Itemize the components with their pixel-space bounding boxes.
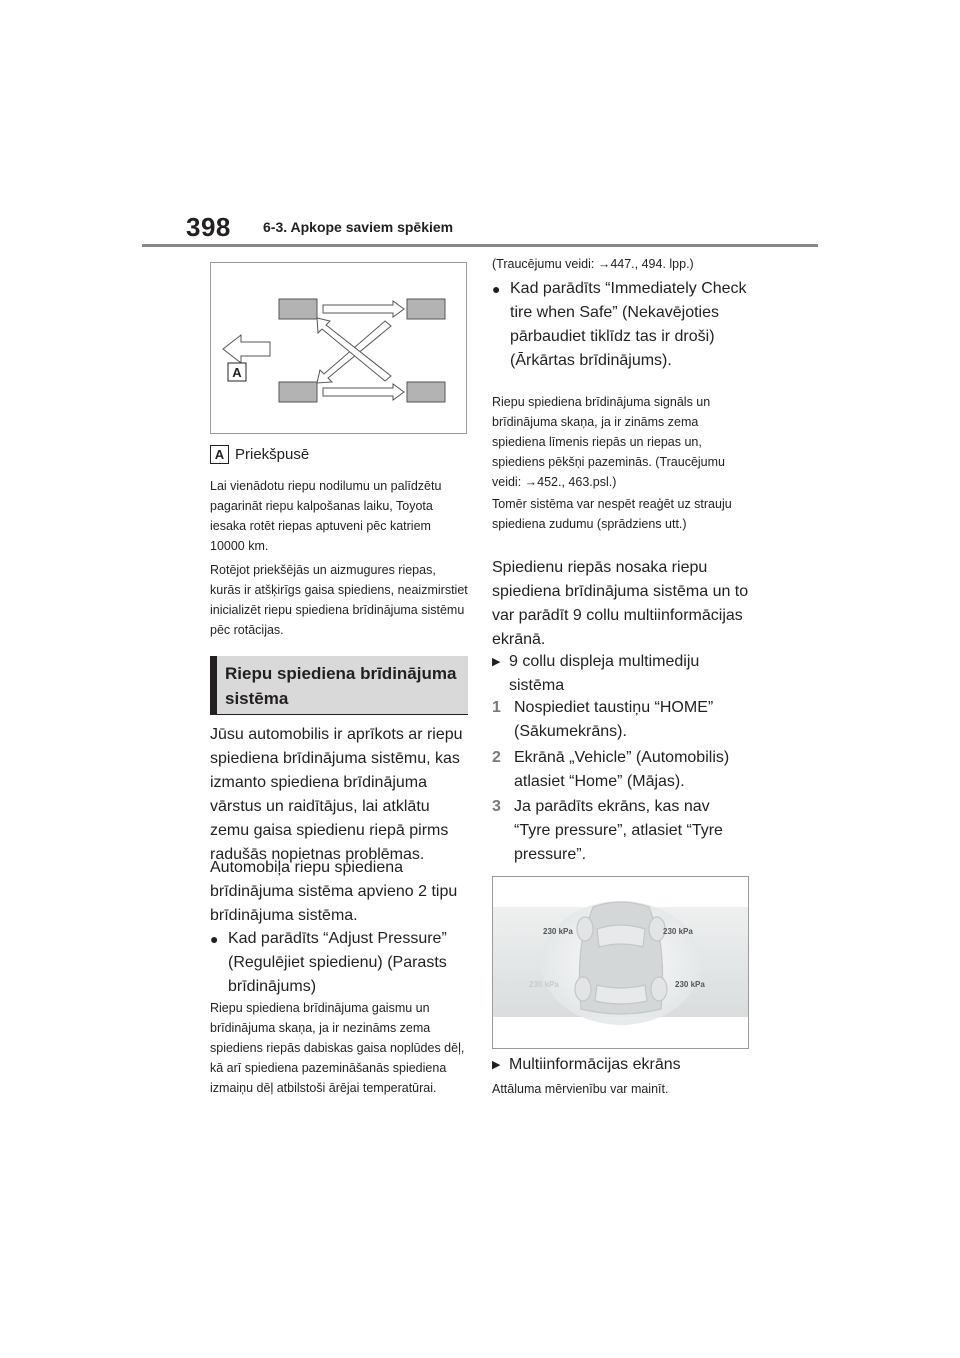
section-heading-text: Riepu spiediena brīdinājuma sistēma [225, 664, 457, 708]
system-intro: Jūsu automobilis ir aprīkots ar riepu spiediena brīdinājuma sistēmu, kas izmanto spiediena brīdinājuma vārstus un raidītājus, lai atklātu zemu gaisa spiedienu riepā pirms radušās nopietnas problēmas. [210, 726, 463, 863]
step-number: 1 [492, 699, 501, 716]
units-note: Attāluma mērvienību var mainīt. [492, 1082, 669, 1096]
legend-letter-box: A [210, 445, 229, 464]
immediately-check-desc: Riepu spiediena brīdinājuma signāls un brīdinājuma skaņa, ja ir zināms zema spiediena līmenis riepās un riepas un, spiediens pēkšņi pazeminās. (Traucējumu veidi: →452., 463.psl.) [492, 395, 725, 489]
legend-text: Priekšpusē [235, 446, 310, 463]
warning-note: Tomēr sistēma var nespēt reaģēt uz strauju spiediena zudumu (sprādziens utt.) [492, 497, 732, 531]
tire-front-right [407, 299, 445, 319]
rear-right-pressure: 230 kPa [675, 980, 705, 989]
front-direction-arrow [223, 335, 270, 363]
bullet-adjust-pressure-text: Kad parādīts “Adjust Pressure” (Regulējiet spiedienu) (Parasts brīdinājums) [228, 930, 447, 995]
tire-pressure-screen-svg [493, 877, 749, 1049]
tire-rear-right [407, 382, 445, 402]
tire-rear-left [279, 382, 317, 402]
step-1 [492, 696, 750, 744]
step-2 [492, 746, 750, 794]
bullet-dot: ● [492, 281, 501, 297]
heading-rule [210, 714, 468, 715]
tire-rotation-svg [211, 263, 468, 435]
bullet-dot: ● [210, 931, 219, 947]
rotation-note-2: Rotējot priekšējās un aizmugures riepas, kurās ir atšķirīgs gaisa spiediens, neaizmirstiet inicializēt riepu spiediena brīdinājuma sistēmu pēc rotācijas. [210, 563, 468, 637]
bullet-immediately-check [492, 277, 750, 373]
callout-letter-a: A [232, 365, 242, 380]
section-title: 6-3. Apkope saviem spēkiem [263, 219, 454, 235]
tire-rotation-diagram [210, 262, 467, 434]
step-3 [492, 795, 750, 867]
front-right-pressure: 230 kPa [663, 927, 693, 936]
arrow-front-left-to-right [323, 301, 404, 317]
rotation-note: Lai vienādotu riepu nodilumu un palīdzētu pagarināt riepu kalpošanas laiku, Toyota iesaka rotēt riepas aptuveni pēc katriem 10000 km. [210, 479, 442, 553]
step-text: Ekrānā „Vehicle” (Automobilis) atlasiet “Home” (Mājas). [514, 749, 730, 790]
step-text: Ja parādīts ekrāns, kas nav “Tyre pressure”, atlasiet “Tyre pressure”. [514, 798, 723, 863]
screen-caption-text: Multiinformācijas ekrāns [509, 1056, 681, 1073]
header-rule [142, 244, 818, 247]
section-heading [210, 656, 468, 714]
arrow-rear-left-to-right [323, 384, 404, 400]
subheading-multimedia [492, 650, 750, 698]
front-left-pressure: 230 kPa [543, 927, 573, 936]
step-text: Nospiediet taustiņu “HOME” (Sākumekrāns). [514, 699, 714, 740]
system-types-intro: Automobiļa riepu spiediena brīdinājuma sistēma apvieno 2 tipu brīdinājuma sistēma. [210, 859, 458, 924]
display-intro: Spiedienu riepās nosaka riepu spiediena brīdinājuma sistēma un to var parādīt 9 collu multiinformācijas ekrānā. [492, 559, 749, 648]
subheading-multimedia-text: 9 collu displeja multimediju sistēma [509, 653, 700, 694]
page-number: 398 [186, 212, 231, 242]
triangle-right-icon: ▶ [492, 656, 501, 668]
rear-left-pressure: 230 kPa [529, 980, 559, 989]
tire-pressure-screen [492, 876, 749, 1049]
bullet-adjust-pressure [210, 927, 468, 999]
screen-caption [492, 1053, 750, 1077]
step-number: 3 [492, 798, 501, 815]
step-number: 2 [492, 749, 501, 766]
diagram-legend [210, 445, 309, 464]
car-silhouette [575, 902, 667, 1014]
adjust-pressure-desc: Riepu spiediena brīdinājuma gaismu un brīdinājuma skaņa, ja ir nezināms zema spiediens riepās dabiskas gaisa noplūdes dēļ, kā arī spiediena pazemināšanās spiediena izmaiņu dēļ atbilstoši ārējai temperatūrai. [210, 1001, 465, 1095]
tire-front-left [279, 299, 317, 319]
bullet-immediately-check-text: Kad parādīts “Immediately Check tire when Safe” (Nekavējoties pārbaudiet tiklīdz tas ir droši) (Ārkārtas brīdinājums). [510, 280, 747, 369]
malfunction-ref: (Traucējumu veidi: →447., 494. lpp.) [492, 257, 694, 271]
triangle-right-icon: ▶ [492, 1059, 501, 1071]
